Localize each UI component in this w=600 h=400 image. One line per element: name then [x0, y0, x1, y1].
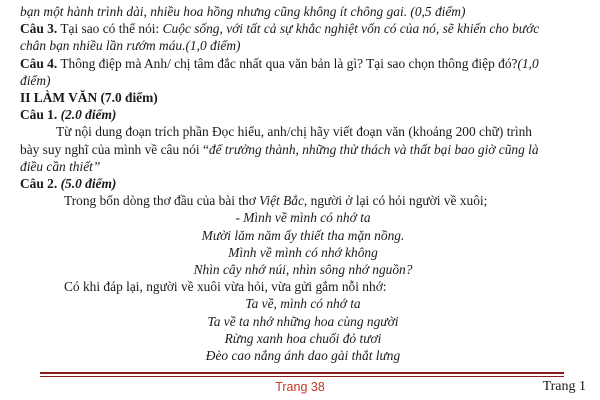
- question-1-line2-quote: để trưởng thành, những thử thách và thất bại bao giờ cũng là: [208, 141, 539, 157]
- poem-line: Mười lăm năm ấy thiết tha mặn nồng.: [201, 227, 405, 243]
- poem-line: Đèo cao nắng ánh dao gài thắt lưng: [205, 348, 401, 364]
- question-3-score: (1,0 điểm): [185, 38, 241, 54]
- question-4-text: Thông điệp mà Anh/ chị tâm đắc nhất qua văn bản là gì? Tại sao chọn thông điệp đó?: [57, 55, 518, 71]
- question-3-quote-line1: Cuộc sống, với tất cả sự khắc nghiệt vốn có của nó, sẽ khiến cho bước: [162, 21, 540, 37]
- question-1-line2: [20, 141, 586, 158]
- poem-line: Mình về mình có nhớ không: [228, 244, 378, 260]
- poem-line: - Mình về mình có nhớ ta: [235, 210, 371, 226]
- question-1-line1: Từ nội dung đoạn trích phần Đọc hiểu, anh/chị hãy viết đoạn văn (khoảng 200 chữ) trình: [56, 124, 533, 140]
- poem-line: Nhìn cây nhớ núi, nhìn sông nhớ nguồn?: [193, 262, 413, 278]
- question-4-score-part2: điểm): [20, 72, 51, 88]
- question-3: [20, 20, 586, 37]
- question-3-text: Tại sao có thể nói:: [57, 21, 163, 37]
- footer-page-number-center: Trang 38: [275, 380, 325, 394]
- footer-rule-thin: [40, 376, 564, 377]
- question-2-score: (5.0 điểm): [60, 176, 117, 192]
- question-2-label: Câu 2.: [20, 176, 58, 192]
- question-1-heading: [20, 106, 586, 123]
- poem-stanza-1: [20, 209, 586, 278]
- question-4-cont: [20, 72, 586, 89]
- question-4-score-part1: (1,0: [517, 55, 539, 71]
- question-2-intro-before: Trong bốn dòng thơ đầu của bài thơ: [64, 193, 260, 209]
- question-3-cont: [20, 37, 586, 54]
- poem-stanza-2: [20, 295, 586, 364]
- poem-line: Ta về ta nhớ những hoa cùng người: [207, 313, 399, 329]
- question-3-quote-line2: chân bạn nhiều lần rướm máu.: [20, 38, 186, 54]
- intro-line: [20, 3, 586, 20]
- question-4: [20, 55, 586, 72]
- question-2-intro: [20, 192, 586, 209]
- poem-title: Việt Bắc: [259, 193, 304, 209]
- document-body: [20, 3, 586, 364]
- footer-rule-thick: [40, 372, 564, 374]
- question-2-middle-line: Có khi đáp lại, người về xuôi vừa hỏi, vừa gửi gắm nỗi nhớ:: [64, 279, 387, 295]
- question-1-score: (2.0 điểm): [60, 107, 117, 123]
- poem-line: Rừng xanh hoa chuối đỏ tươi: [224, 330, 382, 346]
- question-1-label: Câu 1.: [20, 107, 58, 123]
- question-1-line2-plain: bày suy nghĩ của mình về câu nói “: [20, 141, 209, 157]
- footer-page-number-right: Trang 1: [542, 379, 586, 394]
- question-2-intro-after: , người ở lại có hỏi người về xuôi;: [303, 193, 488, 209]
- question-4-label: Câu 4.: [20, 55, 58, 71]
- poem-line: Ta về, mình có nhớ ta: [245, 296, 361, 312]
- section-2-title: II LÀM VĂN (7.0 điểm): [20, 90, 158, 106]
- question-1-line3: điều cần thiết”: [20, 158, 101, 174]
- question-2-heading: [20, 175, 586, 192]
- intro-score: (0,5 điểm): [410, 4, 466, 19]
- question-3-label: Câu 3.: [20, 21, 58, 37]
- intro-text: bạn một hành trình dài, nhiều hoa hồng nhưng cũng không ít chông gai.: [20, 4, 411, 19]
